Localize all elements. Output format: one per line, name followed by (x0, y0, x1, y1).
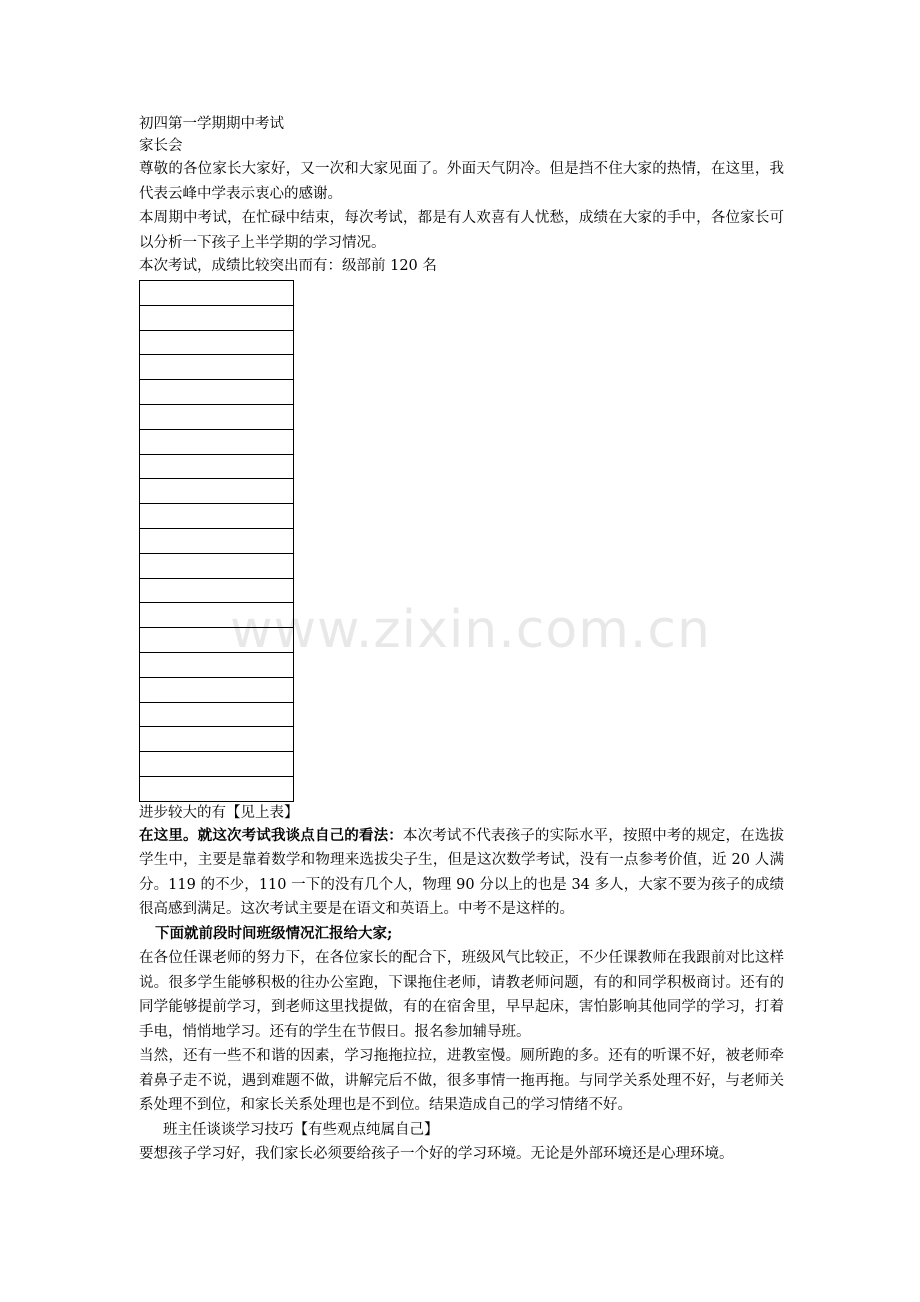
paragraph-environment: 要想孩子学习好，我们家长必须要给孩子一个好的学习环境。无论是外部环境还是心理环境。 (139, 1146, 734, 1163)
table-row (140, 404, 294, 429)
table-cell (140, 305, 294, 330)
table-row (140, 603, 294, 628)
table-cell (140, 752, 294, 777)
document-body (139, 113, 784, 1167)
doc-subtitle: 家长会 (139, 138, 183, 154)
table-cell (140, 330, 294, 355)
table-row (140, 578, 294, 603)
table-cell (140, 652, 294, 677)
paragraph-exam-summary: 本周期中考试，在忙碌中结束，每次考试，都是有人欢喜有人忧愁，成绩在大家的手中，各位家长可以分析一下孩子上半学期的学习情况。 (139, 210, 784, 251)
paragraph-improved: 进步较大的有【见上表】 (139, 804, 299, 821)
table-row (140, 553, 294, 578)
paragraph-tips-heading: 班主任谈谈学习技巧【有些观点纯属自己】 (163, 1121, 439, 1138)
paragraph-class-issues: 当然，还有一些不和谐的因素，学习拖拖拉拉，进教室慢。厕所跑的多。还有的听课不好，被老师牵着鼻子走不说，遇到难题不做，讲解完后不做，很多事情一拖再拖。与同学关系处理不好，与老师关系处理不到位，和家长关系处理也是不到位。结果造成自己的学习情绪不好。 (139, 1048, 784, 1114)
paragraph-opinion (139, 824, 784, 922)
table-cell (140, 603, 294, 628)
table-row (140, 330, 294, 355)
table-row (140, 479, 294, 504)
table-cell (140, 380, 294, 405)
table-cell (140, 578, 294, 603)
table-cell (140, 355, 294, 380)
table-cell (140, 429, 294, 454)
table-row (140, 528, 294, 553)
opinion-heading: 在这里。就这次考试我谈点自己的看法： (139, 826, 403, 844)
table-row (140, 677, 294, 702)
table-cell (140, 504, 294, 529)
paragraph-class-report-heading: 下面就前段时间班级情况汇报给大家; (155, 924, 393, 942)
table-cell (140, 677, 294, 702)
table-row (140, 702, 294, 727)
ranking-table (139, 280, 294, 802)
table-cell (140, 404, 294, 429)
table-cell (140, 702, 294, 727)
table-row (140, 380, 294, 405)
table-row (140, 504, 294, 529)
table-cell (140, 628, 294, 653)
doc-title: 初四第一学期期中考试 (139, 116, 284, 132)
table-row (140, 752, 294, 777)
table-cell (140, 454, 294, 479)
table-cell (140, 281, 294, 306)
paragraph-top-students: 本次考试，成绩比较突出而有：级部前 120 名 (139, 258, 437, 274)
table-row (140, 776, 294, 801)
table-row (140, 429, 294, 454)
table-row (140, 652, 294, 677)
table-row (140, 355, 294, 380)
paragraph-greeting: 尊敬的各位家长大家好，又一次和大家见面了。外面天气阴冷。但是挡不住大家的热情，在这里，我代表云峰中学表示衷心的感谢。 (139, 161, 784, 202)
watermark: www.zixin.com.cn (230, 600, 711, 660)
table-cell (140, 528, 294, 553)
opinion-text: 本次考试不代表孩子的实际水平，按照中考的规定，在选拔学生中，主要是靠着数学和物理来选拔尖子生，但是这次数学考试，没有一点参考价值，近 20 人满分。119 的不少，110 一下的没有几个人，物理 90 分以上的也是 34 多人，大家不要为孩子的成绩很高感到满足。这次考试主要是在语文和英语上。中考不是这样的。 (139, 827, 785, 918)
table-cell (140, 553, 294, 578)
table-cell (140, 776, 294, 801)
table-cell (140, 479, 294, 504)
table-row (140, 628, 294, 653)
table-row (140, 305, 294, 330)
table-row (140, 454, 294, 479)
table-row (140, 281, 294, 306)
table-cell (140, 727, 294, 752)
table-row (140, 727, 294, 752)
paragraph-class-positive: 在各位任课老师的努力下，在各位家长的配合下，班级风气比较正，不少任课教师在我跟前对比这样说。很多学生能够积极的往办公室跑，下课拖住老师，请教老师问题，有的和同学积极商讨。还有的同学能够提前学习，到老师这里找提做，有的在宿舍里，早早起床，害怕影响其他同学的学习，打着手电，悄悄地学习。还有的学生在节假日。报名参加辅导班。 (139, 950, 784, 1040)
